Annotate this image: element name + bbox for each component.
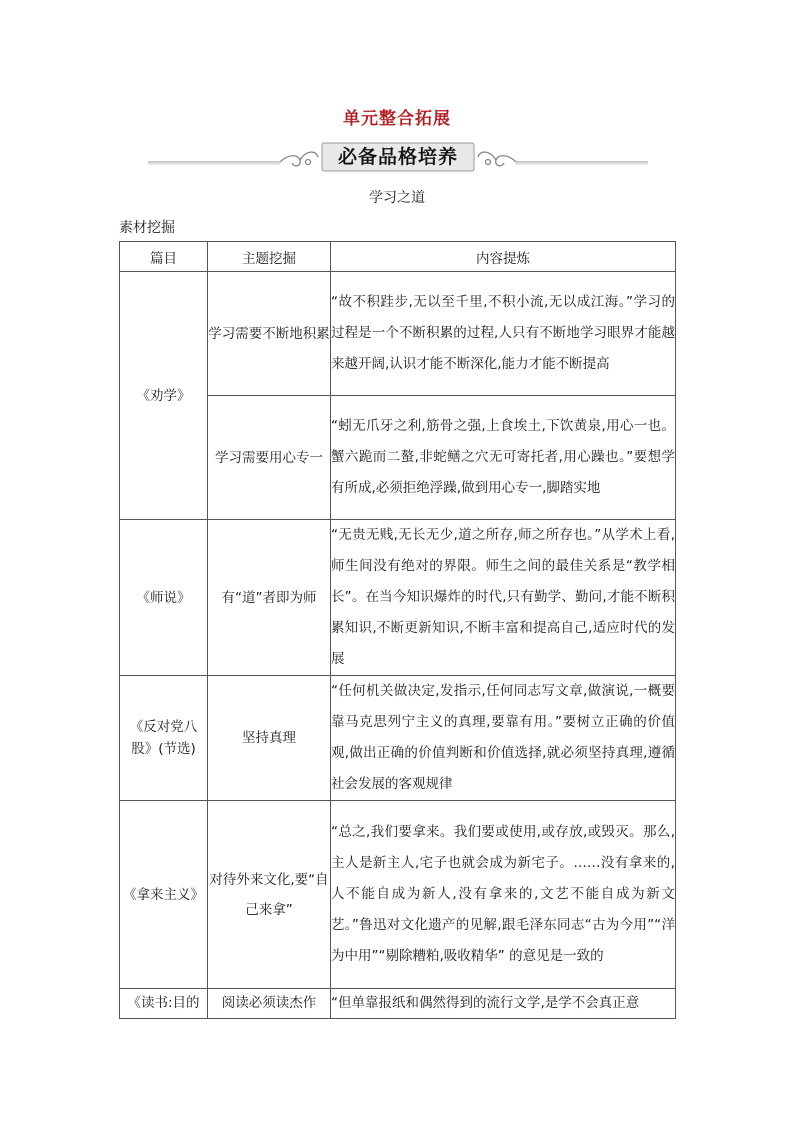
table-row <box>120 801 676 989</box>
theme-cell: 坚持真理 <box>208 676 331 801</box>
content-cell: “总之,我们要拿来。我们要或使用,或存放,或毁灭。那么,主人是新主人,宅子也就会成为新宅子。……没有拿来的,人不能自成为新人,没有拿来的,文艺不能自成为新文艺。”鲁迅对文化遗产的见解,跟毛泽东同志“古为今用”“洋为中用”“剔除糟粕,吸收精华” 的意见是一致的 <box>331 801 676 989</box>
material-label: 素材挖掘 <box>119 220 175 236</box>
section-title: 学习之道 <box>369 190 425 206</box>
piece-cell: 《拿来主义》 <box>120 801 208 989</box>
table-row <box>120 520 676 676</box>
theme-cell: 阅读必须读杰作 <box>208 989 331 1019</box>
piece-cell: 《读书:目的 <box>120 989 208 1019</box>
table-row <box>120 676 676 801</box>
unit-title: 单元整合拓展 <box>343 109 451 129</box>
section-banner <box>148 140 648 176</box>
header-piece: 篇目 <box>120 242 208 272</box>
content-cell: “蚓无爪牙之利,筋骨之强,上食埃土,下饮黄泉,用心一也。蟹六跪而二螯,非蛇鳝之穴无可寄托者,用心躁也。”要想学有所成,必须拒绝浮躁,做到用心专一,脚踏实地 <box>331 396 676 520</box>
theme-cell: 学习需要不断地积累 <box>208 272 331 396</box>
header-theme: 主题挖掘 <box>208 242 331 272</box>
theme-cell: 有“道”者即为师 <box>208 520 331 676</box>
banner-title: 必备品格培养 <box>337 146 458 168</box>
content-cell: “无贵无贱,无长无少,道之所存,师之所存也。”从学术上看,师生间没有绝对的界限。师生之间的最佳关系是“教学相长”。在当今知识爆炸的时代,只有勤学、勤问,才能不断积累知识,不断更新知识,不断丰富和提高自己,适应时代的发展 <box>331 520 676 676</box>
header-content: 内容提炼 <box>331 242 676 272</box>
table-row <box>120 272 676 396</box>
piece-cell: 《反对党八股》(节选) <box>120 676 208 801</box>
piece-cell: 《师说》 <box>120 520 208 676</box>
theme-cell: 对待外来文化,要“自己来拿” <box>208 801 331 989</box>
content-cell: “故不积跬步,无以至千里,不积小流,无以成江海。”学习的过程是一个不断积累的过程,人只有不断地学习眼界才能越来越开阔,认识才能不断深化,能力才能不断提高 <box>331 272 676 396</box>
theme-cell: 学习需要用心专一 <box>208 396 331 520</box>
table-row <box>120 989 676 1019</box>
piece-cell: 《劝学》 <box>120 272 208 520</box>
material-table <box>119 241 676 1019</box>
table-header-row <box>120 242 676 272</box>
content-cell: “任何机关做决定,发指示,任何同志写文章,做演说,一概要靠马克思列宁主义的真理,要靠有用。”要树立正确的价值观,做出正确的价值判断和价值选择,就必须坚持真理,遵循社会发展的客观规律 <box>331 676 676 801</box>
content-cell: “但单靠报纸和偶然得到的流行文学,是学不会真正意 <box>331 989 676 1019</box>
